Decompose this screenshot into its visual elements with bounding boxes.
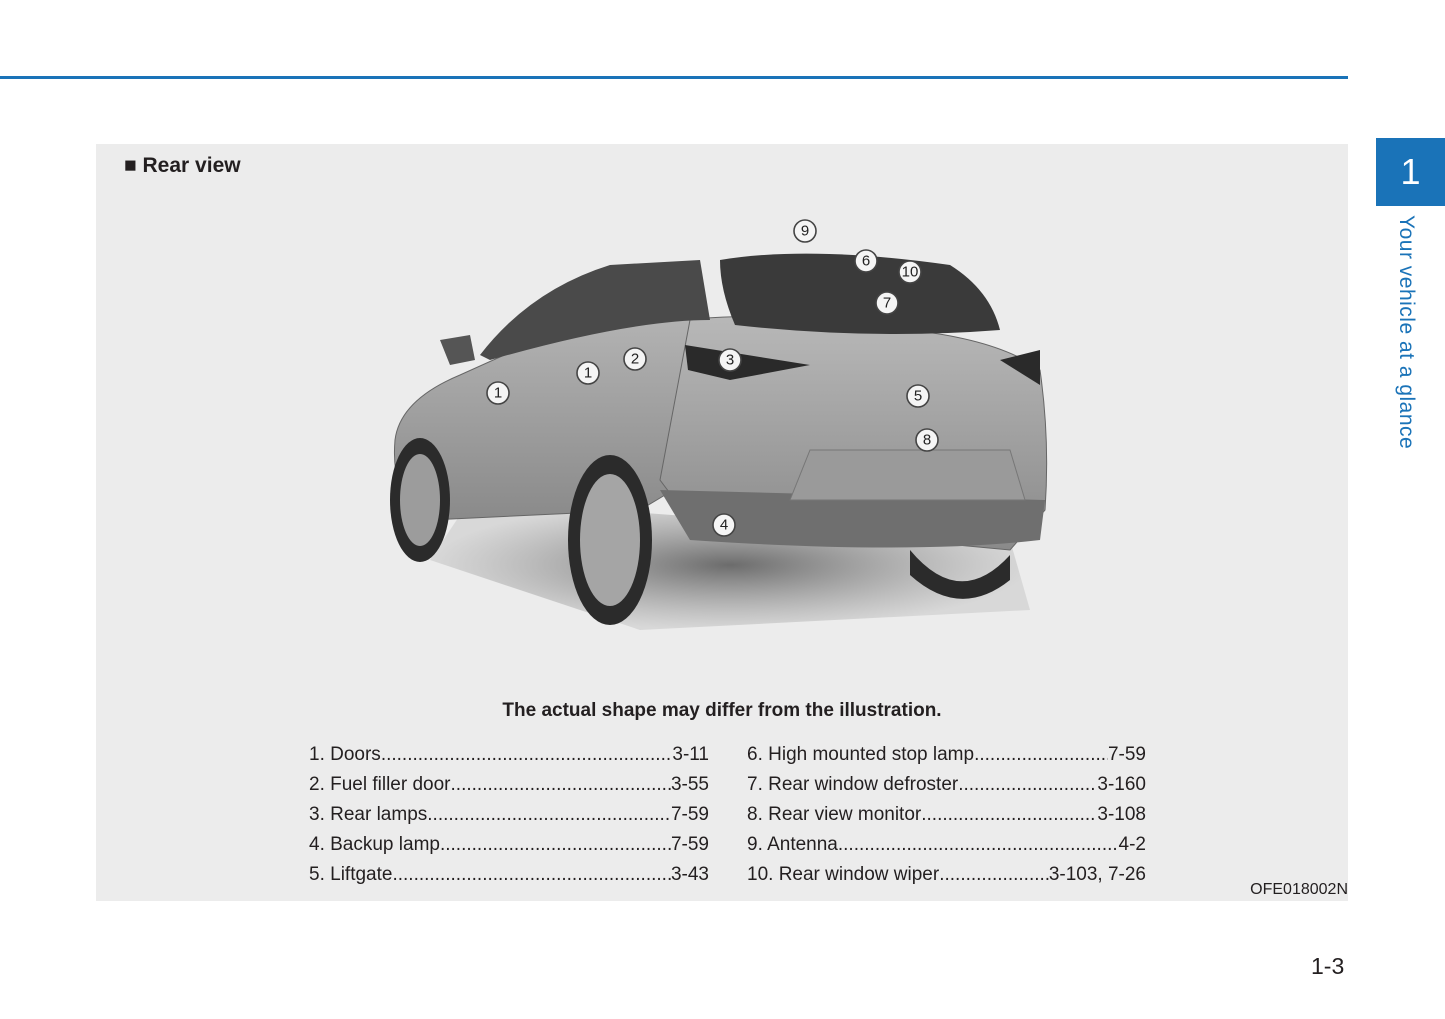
callout-5 xyxy=(907,385,929,407)
svg-text:10: 10 xyxy=(901,263,919,281)
license-plate-recess xyxy=(790,450,1025,500)
wheel-rear-left-rim xyxy=(580,474,640,606)
callout-7 xyxy=(876,292,898,314)
callout-9 xyxy=(794,220,816,242)
list-item: 7. Rear window defroster ..... 3-160 xyxy=(747,770,1146,800)
list-item: 9. Antenna ..... 4-2 xyxy=(747,830,1146,860)
svg-text:8: 8 xyxy=(922,431,932,449)
svg-text:4: 4 xyxy=(719,516,729,534)
chapter-number-tab[interactable] xyxy=(1376,138,1445,206)
list-item: 10. Rear window wiper ..... 3-103, 7-26 xyxy=(747,860,1146,890)
header-rule xyxy=(0,76,1348,79)
chapter-number: 1 xyxy=(1400,151,1421,192)
list-item: 8. Rear view monitor ..... 3-108 xyxy=(747,800,1146,830)
chapter-title: Your vehicle at a glance xyxy=(1395,215,1418,450)
callout-4 xyxy=(713,514,735,536)
side-mirror xyxy=(440,335,475,365)
svg-text:2: 2 xyxy=(630,350,640,368)
callout-2 xyxy=(624,348,646,370)
callout-10 xyxy=(899,261,921,283)
list-item: 6. High mounted stop lamp ..... 7-59 xyxy=(747,740,1146,770)
page-number: 1-3 xyxy=(1311,953,1345,979)
callout-6 xyxy=(855,250,877,272)
parts-list-left xyxy=(309,740,709,890)
vehicle-rear-illustration xyxy=(310,180,1140,710)
svg-text:9: 9 xyxy=(800,222,810,240)
svg-text:6: 6 xyxy=(861,252,871,270)
list-item: 3. Rear lamps ..... 7-59 xyxy=(309,800,709,830)
illustration-caption: The actual shape may differ from the illustration. xyxy=(502,700,942,721)
parts-list-right xyxy=(747,740,1146,890)
callout-1b xyxy=(577,362,599,384)
callout-8 xyxy=(916,429,938,451)
svg-text:7: 7 xyxy=(882,294,892,312)
section-title: ■ Rear view xyxy=(124,154,241,177)
callout-3 xyxy=(719,349,741,371)
callout-1a xyxy=(487,382,509,404)
svg-text:5: 5 xyxy=(913,387,923,405)
svg-text:1: 1 xyxy=(493,384,503,402)
image-code: OFE018002N xyxy=(1250,881,1348,898)
list-item: 2. Fuel filler door ..... 3-55 xyxy=(309,770,709,800)
list-item: 1. Doors ..... 3-11 xyxy=(309,740,709,770)
list-item: 5. Liftgate ..... 3-43 xyxy=(309,860,709,890)
wheel-front-rim xyxy=(400,454,440,546)
svg-text:3: 3 xyxy=(725,351,735,369)
list-item: 4. Backup lamp ..... 7-59 xyxy=(309,830,709,860)
svg-text:1: 1 xyxy=(583,364,593,382)
